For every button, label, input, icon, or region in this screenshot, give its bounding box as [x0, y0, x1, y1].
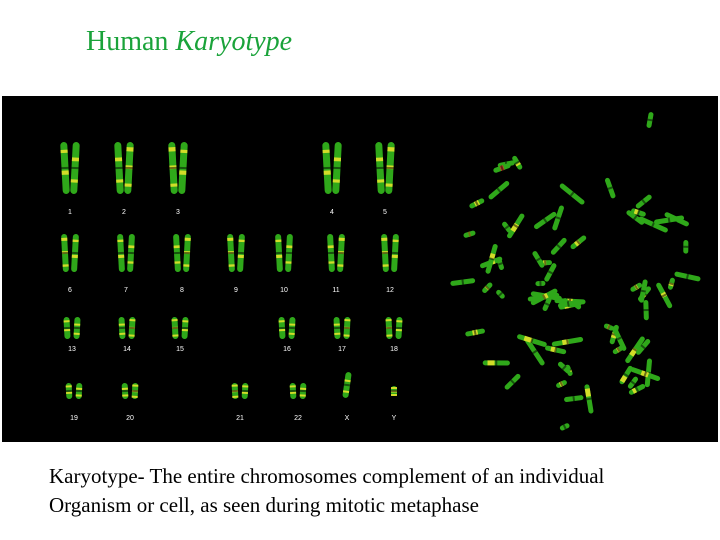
karyotype-label: 12	[386, 287, 394, 294]
metaphase-chromosome	[612, 344, 625, 355]
karyotype-label: 3	[176, 209, 180, 216]
chromosome-2-b	[124, 142, 134, 194]
metaphase-chromosome	[646, 112, 654, 129]
karyotype-label: 13	[68, 346, 76, 353]
chromosome-Y	[391, 386, 397, 396]
chromosome-22-a	[290, 383, 297, 399]
chromosome-3-a	[168, 142, 178, 194]
metaphase-chromosome	[545, 345, 567, 355]
chromosome-15-b	[181, 317, 188, 339]
metaphase-chromosome	[551, 337, 583, 347]
karyotype-label: Y	[391, 415, 397, 422]
chromosome-9-a	[227, 234, 235, 272]
metaphase-chromosome	[570, 234, 588, 250]
metaphase-chromosome	[483, 360, 510, 365]
title-prefix: Human	[86, 26, 176, 57]
metaphase-chromosome	[559, 182, 586, 205]
metaphase-chromosome	[488, 180, 511, 200]
karyotype-label: 15	[176, 346, 184, 353]
karyotype-label: 16	[283, 346, 291, 353]
karyotype-figure	[2, 96, 718, 442]
metaphase-chromosome	[469, 198, 486, 210]
title-italic: Karyotype	[175, 26, 293, 57]
chromosome-4-b	[332, 142, 342, 194]
chromosome-13-b	[73, 317, 80, 339]
metaphase-chromosome	[552, 205, 565, 231]
metaphase-chromosome	[683, 240, 688, 254]
karyotype-label: 2	[122, 209, 126, 216]
chromosome-20-b	[132, 383, 139, 399]
chromosome-6-b	[71, 234, 79, 272]
karyotype-label: 9	[234, 287, 238, 294]
metaphase-chromosome	[535, 281, 545, 286]
chromosome-7-a	[117, 234, 125, 272]
karyotype-label: 6	[68, 287, 72, 294]
chromosome-8-a	[173, 234, 181, 272]
metaphase-chromosome	[463, 230, 476, 238]
karyotype-label: 5	[383, 209, 387, 216]
metaphase-chromosome	[543, 262, 557, 282]
chromosome-5-b	[385, 142, 395, 194]
chromosome-19-b	[76, 383, 83, 399]
slide-title	[86, 26, 292, 58]
chromosome-1-b	[70, 142, 80, 194]
chromosome-11-b	[337, 234, 345, 272]
chromosome-3-b	[178, 142, 188, 194]
chromosome-2-a	[114, 142, 124, 194]
metaphase-chromosome	[604, 177, 616, 199]
karyotype-label: X	[344, 415, 350, 422]
metaphase-chromosome	[643, 300, 649, 320]
chromosome-21-b	[242, 383, 249, 399]
metaphase-chromosome	[504, 373, 522, 391]
karyotype-label: 8	[180, 287, 184, 294]
metaphase-chromosome	[674, 271, 701, 282]
metaphase-chromosome	[559, 422, 570, 431]
metaphase-chromosome	[584, 384, 594, 414]
karyotype-label: 1	[68, 209, 72, 216]
chromosome-5-a	[375, 142, 385, 194]
metaphase-chromosome	[450, 278, 475, 286]
chromosome-16-a	[278, 317, 285, 339]
metaphase-chromosome	[495, 289, 506, 300]
chromosome-12-a	[381, 234, 389, 272]
chromosome-14-b	[128, 317, 135, 339]
chromosome-21-a	[232, 383, 239, 399]
caption	[49, 462, 709, 520]
chromosome-10-a	[275, 234, 283, 272]
metaphase-chromosome	[635, 194, 653, 210]
chromosome-10-b	[285, 234, 293, 272]
karyotype-image	[2, 96, 718, 442]
karyotype-label: 7	[124, 287, 128, 294]
karyotype-label: 18	[390, 346, 398, 353]
chromosome-4-a	[322, 142, 332, 194]
chromosome-13-a	[63, 317, 70, 339]
chromosome-18-a	[385, 317, 392, 339]
metaphase-chromosome	[465, 328, 486, 337]
chromosome-8-b	[183, 234, 191, 272]
karyotype-label: 22	[294, 415, 302, 422]
metaphase-chromosome	[550, 237, 568, 256]
chromosome-12-b	[391, 234, 399, 272]
chromosome-6-a	[61, 234, 69, 272]
karyotype-label: 20	[126, 415, 134, 422]
chromosome-20-a	[122, 383, 129, 399]
chromosome-22-b	[300, 383, 307, 399]
chromosome-7-b	[127, 234, 135, 272]
chromosome-1-a	[60, 142, 70, 194]
chromosome-15-a	[171, 317, 178, 339]
metaphase-chromosome	[564, 395, 584, 402]
chromosome-17-a	[333, 317, 340, 339]
metaphase-chromosome	[667, 277, 675, 290]
chromosome-X	[342, 372, 352, 399]
caption-line-1: Karyotype- The entire chromosomes complement of an individual	[49, 464, 605, 488]
chromosome-9-b	[237, 234, 245, 272]
metaphase-chromosome	[555, 379, 567, 388]
chromosome-19-a	[66, 383, 73, 399]
chromosome-17-b	[343, 317, 350, 339]
karyotype-label: 4	[330, 209, 334, 216]
caption-line-2: Organism or cell, as seen during mitotic metaphase	[49, 493, 479, 517]
metaphase-chromosome	[532, 250, 546, 268]
chromosome-16-b	[288, 317, 295, 339]
chromosome-14-a	[118, 317, 125, 339]
metaphase-chromosome	[481, 282, 493, 295]
karyotype-label: 14	[123, 346, 131, 353]
chromosome-18-b	[395, 317, 402, 339]
karyotype-label: 11	[332, 287, 340, 294]
karyotype-label: 10	[280, 287, 288, 294]
chromosome-11-a	[327, 234, 335, 272]
karyotype-label: 17	[338, 346, 346, 353]
karyotype-label: 19	[70, 415, 78, 422]
karyotype-label: 21	[236, 415, 244, 422]
